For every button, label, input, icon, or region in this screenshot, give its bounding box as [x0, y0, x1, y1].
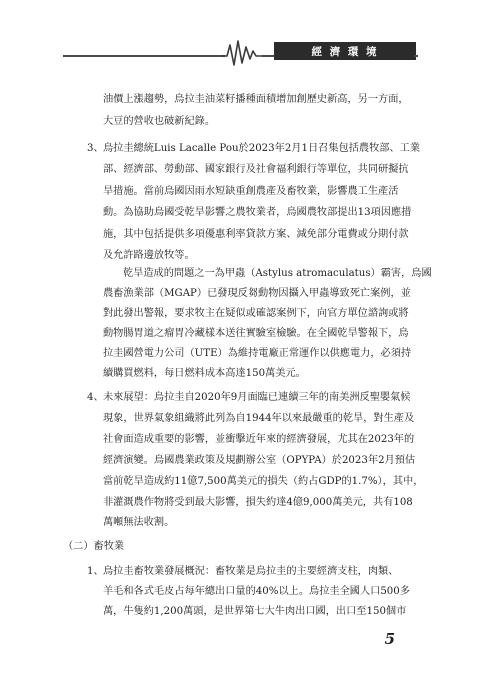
- text-line: 油價上漲趨勢，烏拉圭油菜籽播種面積增加創歷史新高，另一方面，: [103, 94, 409, 105]
- text-line: 乾旱造成的問題之一為甲蟲（Astylus atromaculatus）霸害，烏國: [123, 268, 432, 279]
- text-line: 農畜漁業部（MGAP）已發現反芻動物因攝入甲蟲導致死亡案例，並: [103, 288, 411, 299]
- text-line: 非灌溉農作物將受到最大影響，損失約達4億9,000萬美元，共有108: [103, 497, 413, 508]
- text-line: 大豆的營收也破新紀錄。: [103, 116, 216, 127]
- text-line: 續購買燃料，每日燃料成本高達150萬美元。: [103, 368, 306, 379]
- list-number: 4、: [87, 392, 104, 403]
- text-line: 烏拉圭總統Luis Lacalle Pou於2023年2月1日召集包括農牧部、工業: [103, 143, 421, 154]
- text-line: 經濟演變。烏國農業政策及規劃辦公室（OPYPA）於2023年2月預估: [103, 455, 416, 466]
- header-title: 經 濟 環 境: [274, 42, 416, 60]
- text-line: 動。為協助烏國受乾旱影響之農牧業者，烏國農牧部提出13項因應措: [103, 207, 412, 218]
- text-line: 施，其中包括提供多項優惠利率貸款方案、減免部分電費或分期付款: [103, 229, 409, 240]
- list-number: 1、: [87, 566, 104, 577]
- text-line: 對此發出警報，要求牧主在疑似或確認案例下，向官方單位諮詢或將: [103, 308, 409, 319]
- text-line: 當前乾旱造成約11億7,500萬美元的損失（約占GDP的1.7%），其中，: [103, 476, 424, 487]
- text-line: 動物腸胃道之瘤胃冷藏樣本送往實驗室檢驗。在全國乾旱警報下，烏: [103, 328, 409, 339]
- text-line: 社會面造成重要的影響，並衝擊近年來的經濟發展，尤其在2023年的: [103, 434, 415, 445]
- section-heading: （二）畜牧業: [63, 541, 125, 552]
- text-line: 旱措施。當前烏國因雨水短缺重創農產及畜牧業，影響農工生產活: [103, 186, 399, 197]
- list-number: 3、: [87, 143, 104, 154]
- text-line: 及允許路邊放牧等。: [103, 250, 195, 261]
- text-line: 現象，世界氣象組織將此列為自1944年以來最嚴重的乾旱，對生產及: [103, 413, 415, 424]
- text-line: 拉圭國營電力公司（UTE）為維持電廠正常運作以供應電力，必須持: [103, 348, 412, 359]
- text-line: 羊毛和各式毛皮占每年總出口量的40%以上。烏拉圭全國人口500多: [103, 586, 410, 597]
- text-line: 萬噸無法收割。: [103, 517, 175, 528]
- text-line: 烏拉圭畜牧業發展概況：畜牧業是烏拉圭的主要經濟支柱，肉類、: [103, 566, 399, 577]
- text-line: 未來展望：烏拉圭自2020年9月面臨已連續三年的南美洲反聖嬰氣候: [103, 392, 411, 403]
- text-line: 部、經濟部、勞動部、國家銀行及社會福利銀行等單位，共同研擬抗: [103, 164, 409, 175]
- text-line: 萬，牛隻約1,200萬頭，是世界第七大牛肉出口國，出口至150個市: [103, 606, 407, 617]
- page-number: 5: [384, 630, 395, 648]
